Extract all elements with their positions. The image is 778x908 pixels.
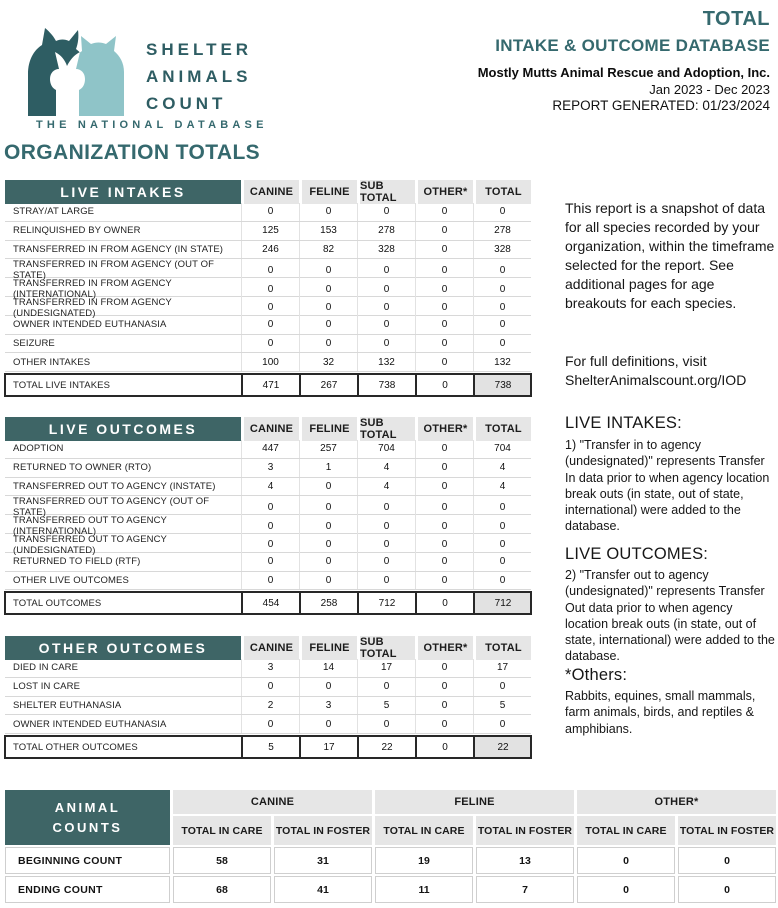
cell-value: 0 [241,297,299,319]
table-row [5,203,531,222]
count-value: 19 [375,847,473,874]
cell-value: 0 [299,572,357,590]
live-outcomes-note-heading: LIVE OUTCOMES: [565,545,709,563]
species-group-header: CANINE [173,790,372,814]
row-label: TRANSFERRED IN FROM AGENCY (INTERNATIONAL) [13,278,172,301]
table-header-row [5,417,531,440]
table-row [5,715,531,734]
row-label: TRANSFERRED OUT TO AGENCY (OUT OF STATE) [13,496,210,519]
row-label: RETURNED TO FIELD (RTF) [13,556,141,568]
row-label: OWNER INTENDED EUTHANASIA [13,718,167,730]
cell-value: 0 [473,534,531,556]
row-label: TRANSFERRED OUT TO AGENCY (INTERNATIONAL) [13,515,167,538]
cell-value: 0 [357,259,415,281]
cell-value: 0 [299,496,357,518]
cell-value: 0 [415,353,473,371]
cell-value: 0 [241,678,299,696]
total-value: 712 [473,592,531,614]
row-label: TRANSFERRED IN FROM AGENCY (OUT OF STATE) [13,259,214,282]
cell-value: 0 [415,335,473,353]
animal-counts-title-line: COUNTS [52,820,123,835]
cell-value: 3 [241,459,299,477]
row-label: DIED IN CARE [13,662,79,674]
count-value: 7 [476,876,574,903]
cell-value: 0 [415,697,473,715]
row-label: STRAY/AT LARGE [13,206,95,218]
table-row [5,553,531,572]
cell-value: 328 [357,241,415,259]
total-value: 738 [357,374,415,396]
row-label: LOST IN CARE [13,681,81,693]
cell-value: 246 [241,241,299,259]
cell-value: 82 [299,241,357,259]
cell-value: 2 [241,697,299,715]
cell-value: 14 [299,659,357,677]
cell-value: 32 [299,353,357,371]
row-label: OWNER INTENDED EUTHANASIA [13,319,167,331]
cell-value: 0 [415,572,473,590]
cell-value: 0 [299,515,357,537]
cell-value: 0 [415,496,473,518]
species-group-header: OTHER* [577,790,776,814]
cell-value: 278 [473,222,531,240]
total-value: 712 [357,592,415,614]
cell-value: 278 [357,222,415,240]
cell-value: 100 [241,353,299,371]
table-row [5,335,531,354]
cell-value: 0 [241,515,299,537]
column-header: FELINE [299,636,357,660]
logo-tagline: THE NATIONAL DATABASE [36,119,268,131]
cell-value: 0 [241,335,299,353]
page-title: ORGANIZATION TOTALS [4,141,261,164]
cell-value: 0 [357,496,415,518]
cell-value: 0 [241,496,299,518]
total-value: 454 [241,592,299,614]
live-intakes-note: 1) "Transfer in to agency (undesignated)" represents Transfer In data prior to when agency location break outs (in state, out of state, international) were added to the database. [565,438,770,534]
cell-value: 0 [299,715,357,733]
cell-value: 5 [473,697,531,715]
table-total-row [5,736,531,758]
cell-value: 0 [241,203,299,221]
table-title: LIVE OUTCOMES [5,417,241,441]
count-value: 0 [577,847,675,874]
cell-value: 0 [473,515,531,537]
row-label: TRANSFERRED OUT TO AGENCY (INSTATE) [13,480,216,492]
row-label: TRANSFERRED IN FROM AGENCY (UNDESIGNATED) [13,296,172,319]
cell-value: 0 [415,222,473,240]
row-label: RETURNED TO OWNER (RTO) [13,462,152,474]
subcolumn-header: TOTAL IN FOSTER [274,816,372,845]
report-subtitle: INTAKE & OUTCOME DATABASE [495,36,770,55]
total-label: TOTAL OTHER OUTCOMES [13,741,138,753]
column-header: TOTAL [473,417,531,441]
row-label: RELINQUISHED BY OWNER [13,225,141,237]
cell-value: 5 [357,697,415,715]
total-value: 267 [299,374,357,396]
count-value: 41 [274,876,372,903]
table-title: OTHER OUTCOMES [5,636,241,660]
live-intakes-table [5,180,531,396]
animal-counts-title-line: ANIMAL [54,800,121,815]
count-value: 11 [375,876,473,903]
logo-line: ANIMALS [146,67,252,87]
cell-value: 0 [415,440,473,458]
table-row [5,259,531,282]
cell-value: 0 [241,259,299,281]
cell-value: 447 [241,440,299,458]
row-label: SHELTER EUTHANASIA [13,699,122,711]
cell-value: 0 [241,278,299,300]
cell-value: 0 [415,203,473,221]
cell-value: 4 [241,478,299,496]
live-outcomes-note: 2) "Transfer out to agency (undesignated)" represents Transfer Out data prior to when agency location break outs (in state, out of state, international) were added to the database. [565,568,775,664]
row-label: TRANSFERRED OUT TO AGENCY (UNDESIGNATED) [13,533,167,556]
table-row [5,496,531,519]
total-value: 22 [357,736,415,758]
logo-line: COUNT [146,94,227,114]
report-generated-date: REPORT GENERATED: 01/23/2024 [552,98,770,113]
subcolumn-header: TOTAL IN FOSTER [476,816,574,845]
cell-value: 0 [473,496,531,518]
cell-value: 0 [299,335,357,353]
count-row-label: ENDING COUNT [5,876,170,903]
total-value: 5 [241,736,299,758]
logo-wordmark [146,36,252,118]
column-header: OTHER* [415,180,473,204]
cell-value: 4 [473,459,531,477]
cell-value: 0 [473,297,531,319]
cell-value: 0 [357,297,415,319]
table-row [5,222,531,241]
subcolumn-header: TOTAL IN CARE [173,816,271,845]
cell-value: 257 [299,440,357,458]
subcolumn-header: TOTAL IN CARE [577,816,675,845]
table-row [5,296,531,319]
subcolumn-header: TOTAL IN CARE [375,816,473,845]
cell-value: 0 [241,715,299,733]
cell-value: 0 [299,203,357,221]
table-title: LIVE INTAKES [5,180,241,204]
cell-value: 0 [473,335,531,353]
table-total-row [5,374,531,396]
table-row [5,515,531,538]
cell-value: 0 [473,715,531,733]
cell-value: 0 [357,203,415,221]
count-value: 0 [678,876,776,903]
column-header: FELINE [299,417,357,441]
cell-value: 0 [357,278,415,300]
column-header: CANINE [241,636,299,660]
count-value: 31 [274,847,372,874]
total-value: 22 [473,736,531,758]
definitions-note: For full definitions, visit ShelterAnimalscount.org/IOD [565,353,747,389]
table-row [5,353,531,372]
column-header: TOTAL [473,636,531,660]
live-outcomes-table [5,417,531,614]
total-value: 258 [299,592,357,614]
table-row [5,316,531,335]
count-value: 0 [577,876,675,903]
table-row [5,440,531,459]
total-label: TOTAL LIVE INTAKES [13,379,111,391]
cell-value: 132 [357,353,415,371]
table-row [5,241,531,260]
cell-value: 0 [415,316,473,334]
cell-value: 0 [473,678,531,696]
total-value: 0 [415,374,473,396]
row-label: OTHER INTAKES [13,356,91,368]
cell-value: 0 [473,259,531,281]
cell-value: 0 [241,553,299,571]
cell-value: 0 [415,297,473,319]
column-header: FELINE [299,180,357,204]
count-value: 58 [173,847,271,874]
cell-value: 3 [241,659,299,677]
cell-value: 0 [415,515,473,537]
cell-value: 0 [241,316,299,334]
cell-value: 0 [357,534,415,556]
shelter-animals-count-logo-icon [12,24,140,118]
cell-value: 0 [241,534,299,556]
count-row-label: BEGINNING COUNT [5,847,170,874]
cell-value: 0 [415,553,473,571]
table-row [5,478,531,497]
column-header: CANINE [241,180,299,204]
cell-value: 4 [473,478,531,496]
cell-value: 0 [473,572,531,590]
cell-value: 0 [299,259,357,281]
cell-value: 0 [357,335,415,353]
cell-value: 0 [357,553,415,571]
count-value: 13 [476,847,574,874]
animal-counts-title [5,790,170,845]
live-intakes-note-heading: LIVE INTAKES: [565,414,682,432]
cell-value: 0 [415,715,473,733]
total-value: 17 [299,736,357,758]
table-row [5,697,531,716]
cell-value: 0 [357,316,415,334]
table-header-row [5,636,531,659]
cell-value: 3 [299,697,357,715]
cell-value: 0 [299,678,357,696]
cell-value: 0 [299,278,357,300]
table-total-row [5,592,531,614]
row-label: SEIZURE [13,337,55,349]
cell-value: 0 [415,659,473,677]
snapshot-note: This report is a snapshot of data for all species recorded by your organization, within the timeframe selected for the report. See additional pages for age breakouts for each species. [565,200,775,312]
cell-value: 0 [357,715,415,733]
table-row [5,678,531,697]
cell-value: 0 [415,459,473,477]
cell-value: 17 [473,659,531,677]
column-header: CANINE [241,417,299,441]
report-header [478,8,770,113]
cell-value: 0 [241,572,299,590]
cell-value: 0 [415,478,473,496]
cell-value: 328 [473,241,531,259]
cell-value: 153 [299,222,357,240]
table-row [5,533,531,556]
column-header: OTHER* [415,636,473,660]
cell-value: 0 [473,203,531,221]
cell-value: 0 [299,534,357,556]
total-value: 738 [473,374,531,396]
table-row [5,572,531,591]
cell-value: 0 [473,316,531,334]
column-header: SUB TOTAL [357,180,415,204]
cell-value: 132 [473,353,531,371]
column-header: SUB TOTAL [357,636,415,660]
cell-value: 0 [415,241,473,259]
count-value: 0 [678,847,776,874]
row-label: OTHER LIVE OUTCOMES [13,574,129,586]
cell-value: 0 [415,678,473,696]
cell-value: 1 [299,459,357,477]
logo-line: SHELTER [146,40,253,59]
others-note: Rabbits, equines, small mammals, farm animals, birds, and reptiles & amphibians. [565,689,756,736]
cell-value: 0 [415,534,473,556]
row-label: ADOPTION [13,443,64,455]
total-value: 0 [415,736,473,758]
table-row [5,459,531,478]
cell-value: 0 [415,278,473,300]
column-header: OTHER* [415,417,473,441]
table-row [5,659,531,678]
species-group-header: FELINE [375,790,574,814]
column-header: SUB TOTAL [357,417,415,441]
others-note-heading: *Others: [565,666,628,684]
cell-value: 0 [299,478,357,496]
report-title: TOTAL [702,8,770,30]
table-header-row [5,180,531,203]
cell-value: 0 [357,678,415,696]
total-label: TOTAL OUTCOMES [13,597,102,609]
cell-value: 4 [357,459,415,477]
table-row [5,278,531,301]
cell-value: 0 [473,278,531,300]
total-value: 0 [415,592,473,614]
organization-name: Mostly Mutts Animal Rescue and Adoption, Inc. [477,65,770,80]
row-label: TRANSFERRED IN FROM AGENCY (IN STATE) [13,243,224,255]
column-header: TOTAL [473,180,531,204]
cell-value: 0 [473,553,531,571]
other-outcomes-table [5,636,531,758]
animal-counts-table [5,790,776,903]
cell-value: 0 [415,259,473,281]
cell-value: 4 [357,478,415,496]
cell-value: 0 [357,515,415,537]
cell-value: 704 [473,440,531,458]
cell-value: 0 [357,572,415,590]
cell-value: 0 [299,297,357,319]
cell-value: 704 [357,440,415,458]
cell-value: 17 [357,659,415,677]
cell-value: 0 [299,553,357,571]
subcolumn-header: TOTAL IN FOSTER [678,816,776,845]
total-value: 471 [241,374,299,396]
count-value: 68 [173,876,271,903]
cell-value: 0 [299,316,357,334]
cell-value: 125 [241,222,299,240]
report-period: Jan 2023 - Dec 2023 [649,82,770,97]
